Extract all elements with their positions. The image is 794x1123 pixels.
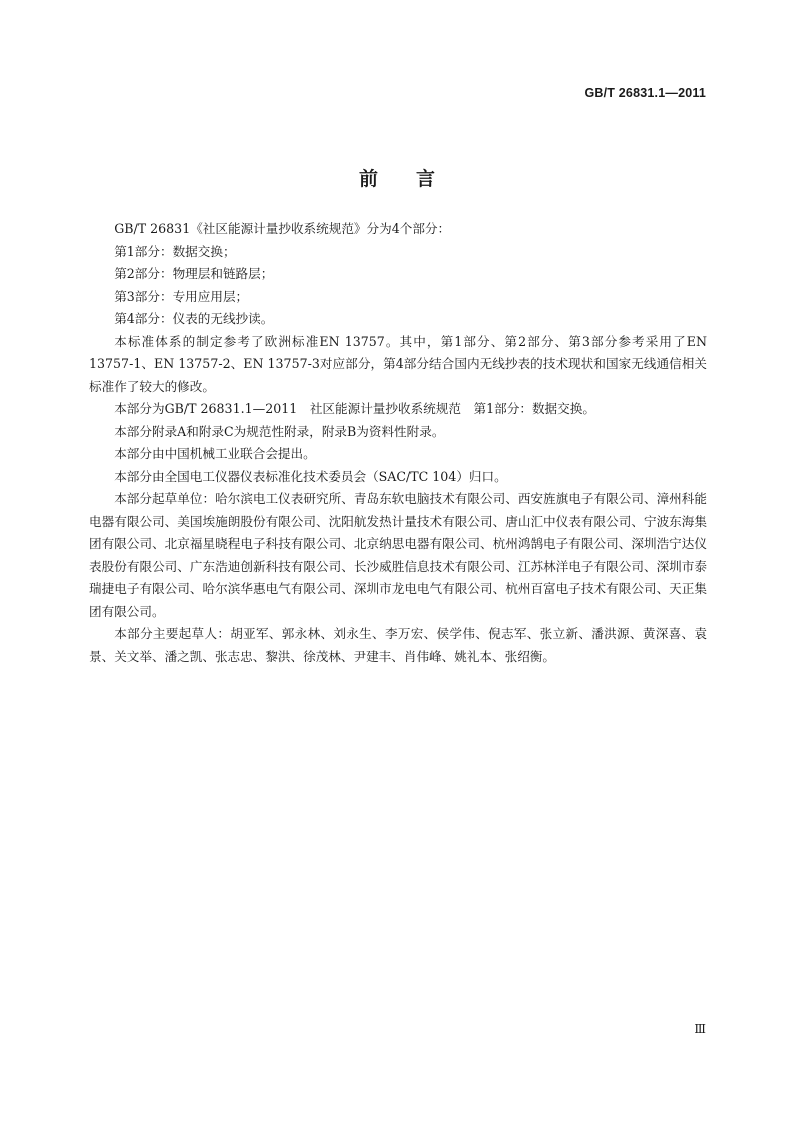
standard-code: GB/T 26831.1—2011 xyxy=(584,86,706,100)
paragraph-technical-committee: 本部分由全国电工仪器仪表标准化技术委员会（SAC/TC 104）归口。 xyxy=(114,468,507,484)
paragraph-reference: 本标准体系的制定参考了欧洲标准EN 13757。其中，第1部分、第2部分、第3部分参考采用了EN 13757-1、EN 13757-2、EN 13757-3对应部分，第4部分结合国内无线抄表的技术现状和国家无线通信相关标准作了较大的修改。 xyxy=(89,333,707,394)
paragraph-annexes: 本部分附录A和附录C为规范性附录，附录B为资料性附录。 xyxy=(114,423,445,439)
paragraph-drafting-organizations: 本部分起草单位：哈尔滨电工仪表研究所、青岛东软电脑技术有限公司、西安旌旗电子有限公司、漳州科能电器有限公司、美国埃施朗股份有限公司、沈阳航发热计量技术有限公司、唐山汇中仪表有限公司、宁波东海集团有限公司、北京福星晓程电子科技有限公司、北京纳思电器有限公司、杭州鸿鹄电子有限公司、深圳浩宁达仪表股份有限公司、广东浩迪创新科技有限公司、长沙威胜信息技术有限公司、江苏林洋电子有限公司、深圳市泰瑞捷电子有限公司、哈尔滨华惠电气有限公司、深圳市龙电电气有限公司、杭州百富电子技术有限公司、天正集团有限公司。 xyxy=(89,491,707,619)
paragraph-proposed-by: 本部分由中国机械工业联合会提出。 xyxy=(114,446,316,461)
paragraph-part-1: 第1部分：数据交换； xyxy=(114,243,236,259)
foreword-body xyxy=(89,218,707,668)
paragraph-part-3: 第3部分：专用应用层； xyxy=(114,288,249,304)
paragraph-part-4: 第4部分：仪表的无线抄读。 xyxy=(114,311,274,326)
paragraph-this-part: 本部分为GB/T 26831.1—2011 社区能源计量抄收系统规范 第1部分：数据交换。 xyxy=(114,401,595,416)
title-char-2: 言 xyxy=(416,167,436,190)
page-title xyxy=(0,164,794,191)
title-char-1: 前 xyxy=(358,167,378,190)
paragraph-drafters: 本部分主要起草人：胡亚军、郭永林、刘永生、李万宏、侯学伟、倪志军、张立新、潘洪源、黄深喜、袁景、关文举、潘之凯、张志忠、黎洪、徐茂林、尹建丰、肖伟峰、姚礼本、张绍衡。 xyxy=(89,626,707,664)
page-number: Ⅲ xyxy=(694,1022,706,1036)
paragraph-parts-intro: GB/T 26831《社区能源计量抄收系统规范》分为4个部分： xyxy=(114,221,451,236)
paragraph-part-2: 第2部分：物理层和链路层； xyxy=(114,266,274,281)
